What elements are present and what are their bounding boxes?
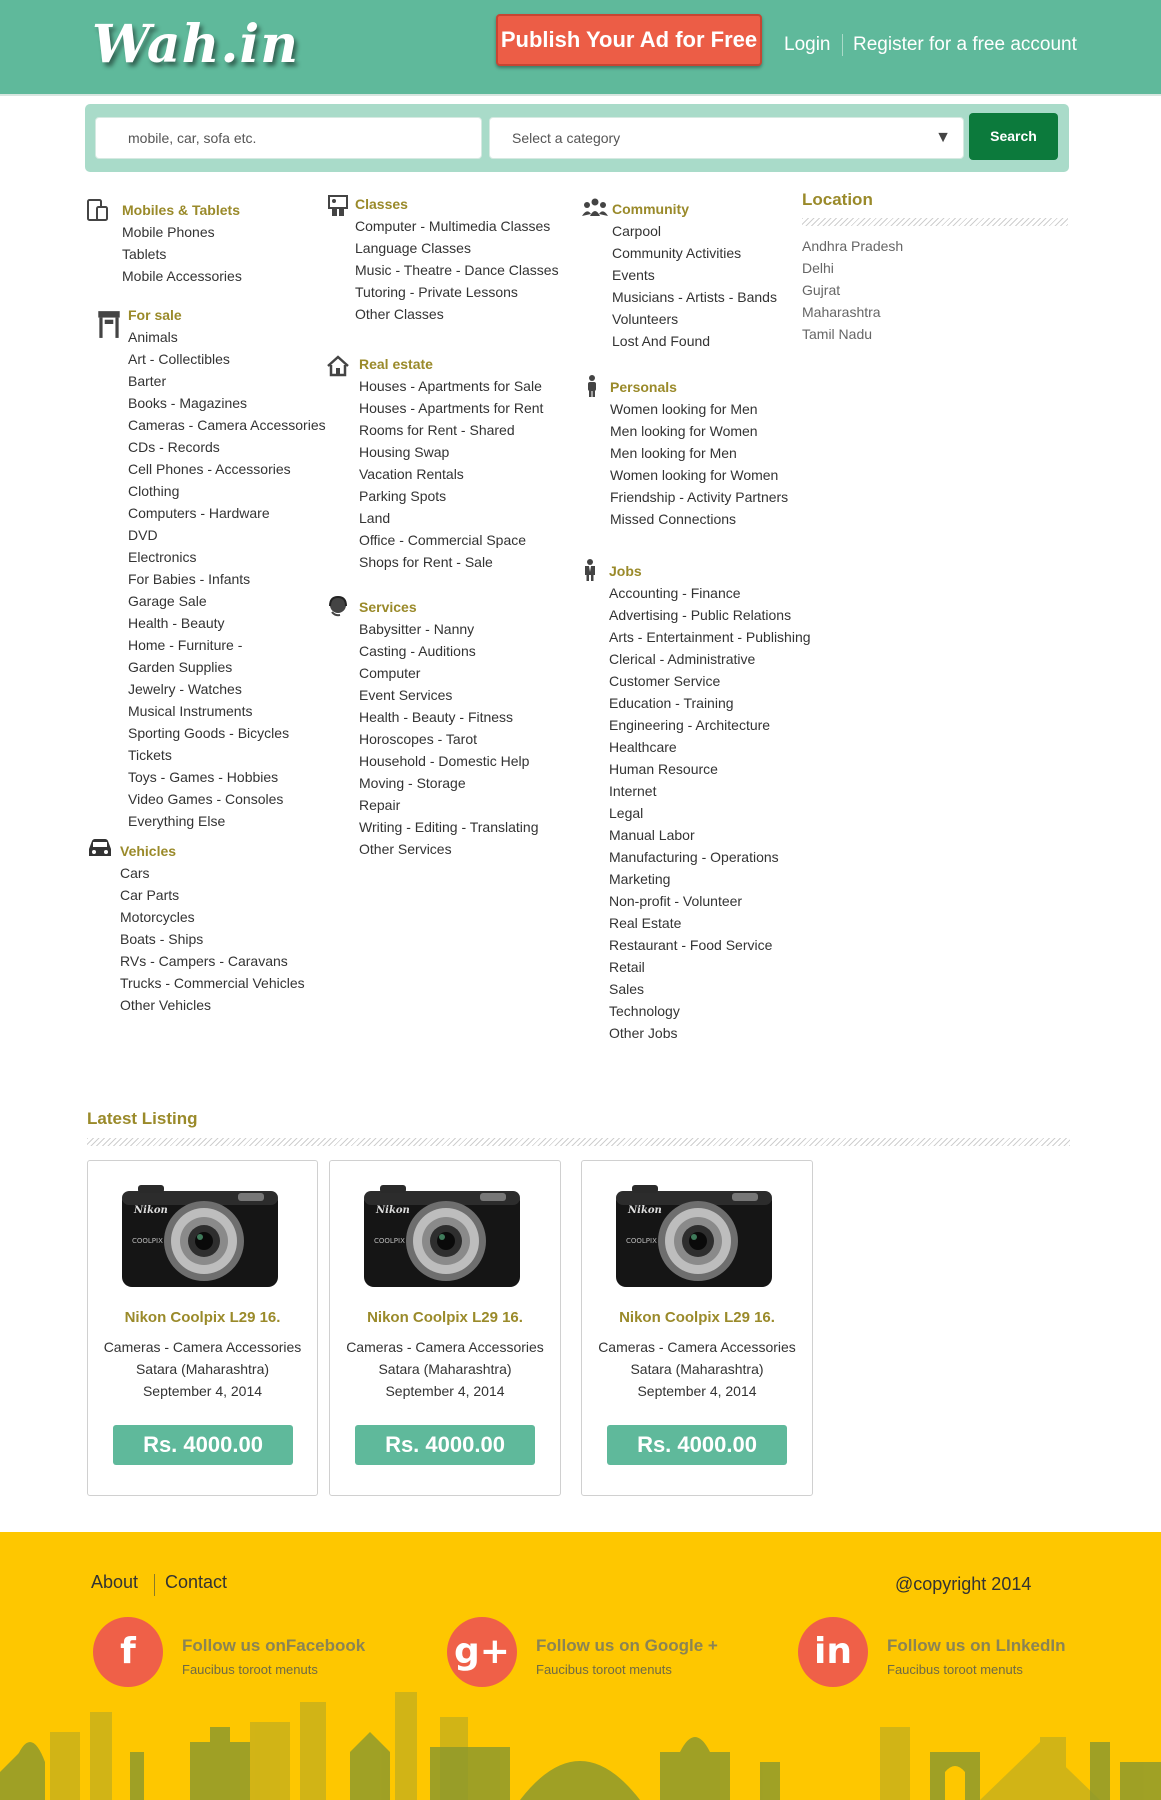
- category-item[interactable]: Clerical - Administrative: [609, 651, 756, 667]
- category-item[interactable]: Animals: [128, 329, 178, 345]
- category-item[interactable]: Barter: [128, 373, 167, 389]
- car-icon: [86, 836, 114, 860]
- category-list: [359, 618, 538, 860]
- category-item[interactable]: Office - Commercial Space: [359, 532, 527, 548]
- category-item[interactable]: Volunteers: [612, 311, 679, 327]
- google-plus-follow-subtitle: Faucibus toroot menuts: [536, 1662, 672, 1677]
- facebook-glyph: f: [120, 1631, 136, 1672]
- category-item[interactable]: Tickets: [128, 747, 172, 763]
- site-footer: [0, 1532, 1161, 1800]
- category-item[interactable]: RVs - Campers - Caravans: [120, 953, 288, 969]
- location-item[interactable]: Maharashtra: [802, 304, 881, 320]
- linkedin-icon[interactable]: [798, 1617, 868, 1687]
- category-list: [120, 862, 305, 1016]
- facebook-icon[interactable]: [93, 1617, 163, 1687]
- category-item[interactable]: Advertising - Public Relations: [609, 607, 792, 623]
- category-title[interactable]: For sale: [128, 307, 182, 323]
- hatch-divider: [87, 1138, 1070, 1146]
- footer-divider: [154, 1574, 155, 1596]
- location-list: [802, 235, 903, 345]
- category-item[interactable]: Carpool: [612, 223, 662, 239]
- category-item[interactable]: Houses - Apartments for Rent: [359, 400, 544, 416]
- hatch-divider: [802, 218, 1068, 226]
- category-item[interactable]: Sales: [609, 981, 645, 997]
- category-item[interactable]: Restaurant - Food Service: [609, 937, 773, 953]
- listing-location: Satara (Maharashtra): [135, 1361, 270, 1377]
- category-item[interactable]: Other Vehicles: [120, 997, 212, 1013]
- chevron-down-icon: ▼: [935, 129, 951, 146]
- category-item[interactable]: Computer: [359, 665, 421, 681]
- linkedin-glyph: in: [814, 1631, 852, 1672]
- category-item[interactable]: Women looking for Women: [610, 467, 779, 483]
- category-item[interactable]: Lost And Found: [612, 333, 711, 349]
- category-list: [609, 582, 811, 1044]
- category-item[interactable]: Manufacturing - Operations: [609, 849, 779, 865]
- category-item[interactable]: Real Estate: [609, 915, 682, 931]
- category-item[interactable]: Video Games - Consoles: [128, 791, 284, 807]
- house-icon: [326, 354, 350, 378]
- category-item[interactable]: Computer - Multimedia Classes: [355, 218, 551, 234]
- category-item[interactable]: Women looking for Men: [610, 401, 758, 417]
- camera-image: [614, 1183, 774, 1289]
- category-item[interactable]: Arts - Entertainment - Publishing: [609, 629, 811, 645]
- category-title[interactable]: Community: [612, 201, 689, 217]
- category-item[interactable]: Books - Magazines: [128, 395, 248, 411]
- category-item[interactable]: Moving - Storage: [359, 775, 466, 791]
- listing-card[interactable]: [329, 1160, 561, 1496]
- category-item[interactable]: Community Activities: [612, 245, 742, 261]
- location-item[interactable]: Gujrat: [802, 282, 841, 298]
- category-select-value: Select a category: [512, 130, 621, 146]
- category-item[interactable]: Vacation Rentals: [359, 466, 464, 482]
- category-item[interactable]: Art - Collectibles: [128, 351, 230, 367]
- camera-image: [362, 1183, 522, 1289]
- category-item[interactable]: Household - Domestic Help: [359, 753, 530, 769]
- mobile-tablet-icon: [86, 198, 110, 222]
- category-item[interactable]: Electronics: [128, 549, 197, 565]
- category-item[interactable]: Health - Beauty: [128, 615, 225, 631]
- category-item[interactable]: Retail: [609, 959, 645, 975]
- category-item[interactable]: Cell Phones - Accessories: [128, 461, 291, 477]
- latest-listing-title: Latest Listing: [87, 1109, 198, 1128]
- headset-icon: [326, 594, 350, 618]
- category-item[interactable]: Accounting - Finance: [609, 585, 741, 601]
- category-item[interactable]: Houses - Apartments for Sale: [359, 378, 542, 394]
- camera-model-text: COOLPIX: [374, 1237, 405, 1245]
- category-item[interactable]: Garage Sale: [128, 593, 207, 609]
- site-logo[interactable]: Wah.in: [92, 14, 300, 75]
- category-item[interactable]: Tutoring - Private Lessons: [355, 284, 518, 300]
- publish-ad-button[interactable]: Publish Your Ad for Free: [496, 14, 762, 66]
- category-item[interactable]: Trucks - Commercial Vehicles: [120, 975, 305, 991]
- category-item[interactable]: Computers - Hardware: [128, 505, 270, 521]
- category-item[interactable]: Motorcycles: [120, 909, 195, 925]
- category-list: [128, 326, 326, 832]
- listing-date: September 4, 2014: [142, 1383, 263, 1399]
- search-bar: [85, 104, 1069, 172]
- login-link[interactable]: Login: [784, 34, 831, 55]
- listing-category: Cameras - Camera Accessories: [346, 1339, 544, 1355]
- category-item[interactable]: Land: [359, 510, 391, 526]
- category-item[interactable]: Language Classes: [355, 240, 471, 256]
- category-item[interactable]: Writing - Editing - Translating: [359, 819, 539, 835]
- category-item[interactable]: CDs - Records: [128, 439, 220, 455]
- search-button[interactable]: Search: [969, 113, 1058, 160]
- category-title[interactable]: Jobs: [609, 563, 642, 579]
- linkedin-follow-title[interactable]: Follow us on LInkedIn: [887, 1636, 1066, 1655]
- category-item[interactable]: Legal: [609, 805, 644, 821]
- location-item[interactable]: Andhra Pradesh: [802, 238, 904, 254]
- category-select[interactable]: [489, 117, 964, 159]
- category-item[interactable]: Babysitter - Nanny: [359, 621, 475, 637]
- header-divider: [842, 34, 843, 56]
- camera-model-text: COOLPIX: [132, 1237, 163, 1245]
- community-icon: [582, 196, 608, 220]
- category-item[interactable]: Manual Labor: [609, 827, 695, 843]
- category-item[interactable]: Missed Connections: [610, 511, 737, 527]
- category-item[interactable]: Men looking for Men: [610, 445, 737, 461]
- category-item[interactable]: Musicians - Artists - Bands: [612, 289, 777, 305]
- category-list: [122, 221, 242, 287]
- search-input[interactable]: [95, 117, 482, 159]
- location-item[interactable]: Delhi: [802, 260, 834, 276]
- category-item[interactable]: Music - Theatre - Dance Classes: [355, 262, 559, 278]
- category-title[interactable]: Vehicles: [120, 843, 177, 859]
- category-item[interactable]: Everything Else: [128, 813, 226, 829]
- category-item[interactable]: Healthcare: [609, 739, 677, 755]
- google-plus-icon[interactable]: [447, 1617, 517, 1687]
- register-link[interactable]: Register for a free account: [853, 34, 1077, 55]
- category-item[interactable]: Cars: [120, 865, 150, 881]
- category-item[interactable]: Health - Beauty - Fitness: [359, 709, 514, 725]
- price-button[interactable]: Rs. 4000.00: [113, 1425, 293, 1465]
- businessman-icon: [582, 558, 598, 582]
- category-item[interactable]: For Babies - Infants: [128, 571, 251, 587]
- category-item[interactable]: Mobile Phones: [122, 224, 215, 240]
- category-item[interactable]: Other Jobs: [609, 1025, 678, 1041]
- category-list: [610, 398, 788, 530]
- category-item[interactable]: Non-profit - Volunteer: [609, 893, 743, 909]
- category-item[interactable]: Events: [612, 267, 655, 283]
- listing-date: September 4, 2014: [637, 1383, 757, 1399]
- listing-title[interactable]: Nikon Coolpix L29 16.: [124, 1309, 281, 1326]
- listing-date: September 4, 2014: [385, 1383, 505, 1399]
- price-button[interactable]: Rs. 4000.00: [355, 1425, 535, 1465]
- category-item[interactable]: DVD: [128, 527, 158, 543]
- category-item[interactable]: Horoscopes - Tarot: [359, 731, 478, 747]
- listing-title[interactable]: Nikon Coolpix L29 16.: [367, 1309, 523, 1326]
- category-title[interactable]: Mobiles & Tablets: [122, 202, 240, 218]
- contact-link[interactable]: Contact: [165, 1572, 228, 1592]
- category-item[interactable]: Other Classes: [355, 306, 444, 322]
- listing-category: Cameras - Camera Accessories: [103, 1339, 302, 1355]
- camera-brand-text: Nikon: [134, 1205, 168, 1216]
- category-item[interactable]: Musical Instruments: [128, 703, 253, 719]
- category-item[interactable]: Customer Service: [609, 673, 721, 689]
- category-item[interactable]: Shops for Rent - Sale: [359, 554, 493, 570]
- camera-brand-text: Nikon: [376, 1205, 410, 1216]
- facebook-follow-subtitle: Faucibus toroot menuts: [182, 1662, 318, 1677]
- category-title[interactable]: Classes: [355, 196, 408, 212]
- category-list: [612, 220, 777, 352]
- category-item[interactable]: Boats - Ships: [120, 931, 204, 947]
- category-title[interactable]: Services: [359, 599, 417, 615]
- person-icon: [584, 374, 600, 398]
- facebook-follow-title[interactable]: Follow us onFacebook: [182, 1636, 366, 1655]
- category-item[interactable]: Home - Furniture -: [128, 637, 243, 653]
- listing-location: Satara (Maharashtra): [378, 1361, 512, 1377]
- google-plus-follow-title[interactable]: Follow us on Google +: [536, 1636, 718, 1655]
- category-item[interactable]: Tablets: [122, 246, 167, 262]
- location-title: Location: [802, 190, 873, 209]
- category-item[interactable]: Other Services: [359, 841, 452, 857]
- linkedin-follow-subtitle: Faucibus toroot menuts: [887, 1662, 1023, 1677]
- category-item[interactable]: Jewelry - Watches: [128, 681, 242, 697]
- category-item[interactable]: Sporting Goods - Bicycles: [128, 725, 290, 741]
- category-title[interactable]: Real estate: [359, 356, 433, 372]
- category-item[interactable]: Clothing: [128, 483, 180, 499]
- category-item[interactable]: Engineering - Architecture: [609, 717, 771, 733]
- category-list: [359, 375, 543, 573]
- listing-category: Cameras - Camera Accessories: [598, 1339, 796, 1355]
- category-item[interactable]: Friendship - Activity Partners: [610, 489, 789, 505]
- category-item[interactable]: Toys - Games - Hobbies: [128, 769, 279, 785]
- category-item[interactable]: Internet: [609, 783, 657, 799]
- google-plus-glyph: g+: [454, 1631, 510, 1672]
- category-item[interactable]: Car Parts: [120, 887, 180, 903]
- city-skyline-illustration: [0, 1682, 1161, 1800]
- category-item[interactable]: Education - Training: [609, 695, 734, 711]
- copyright-text: @copyright 2014: [895, 1574, 1032, 1594]
- category-item[interactable]: Garden Supplies: [128, 659, 233, 675]
- site-header: [0, 0, 1161, 96]
- location-item[interactable]: Tamil Nadu: [802, 326, 873, 342]
- category-item[interactable]: Rooms for Rent - Shared: [359, 422, 515, 438]
- category-item[interactable]: Casting - Auditions: [359, 643, 476, 659]
- price-button[interactable]: Rs. 4000.00: [607, 1425, 787, 1465]
- category-item[interactable]: Mobile Accessories: [122, 268, 242, 284]
- about-link[interactable]: About: [91, 1572, 139, 1592]
- category-item[interactable]: Repair: [359, 797, 401, 813]
- listing-title[interactable]: Nikon Coolpix L29 16.: [619, 1309, 775, 1326]
- category-item[interactable]: Men looking for Women: [610, 423, 758, 439]
- listing-location: Satara (Maharashtra): [630, 1361, 764, 1377]
- category-title[interactable]: Personals: [610, 379, 677, 395]
- classroom-icon: [326, 194, 350, 218]
- category-item[interactable]: Human Resource: [609, 761, 718, 777]
- camera-image: [120, 1183, 280, 1289]
- category-item[interactable]: Marketing: [609, 871, 671, 887]
- category-item[interactable]: Cameras - Camera Accessories: [128, 417, 326, 433]
- listing-card[interactable]: [581, 1160, 813, 1496]
- shop-icon: [96, 309, 122, 339]
- category-item[interactable]: Parking Spots: [359, 488, 447, 504]
- listing-card[interactable]: [87, 1160, 318, 1496]
- category-list: [355, 215, 559, 325]
- camera-brand-text: Nikon: [628, 1205, 662, 1216]
- category-item[interactable]: Technology: [609, 1003, 680, 1019]
- camera-model-text: COOLPIX: [626, 1237, 657, 1245]
- category-item[interactable]: Housing Swap: [359, 444, 450, 460]
- category-item[interactable]: Event Services: [359, 687, 453, 703]
